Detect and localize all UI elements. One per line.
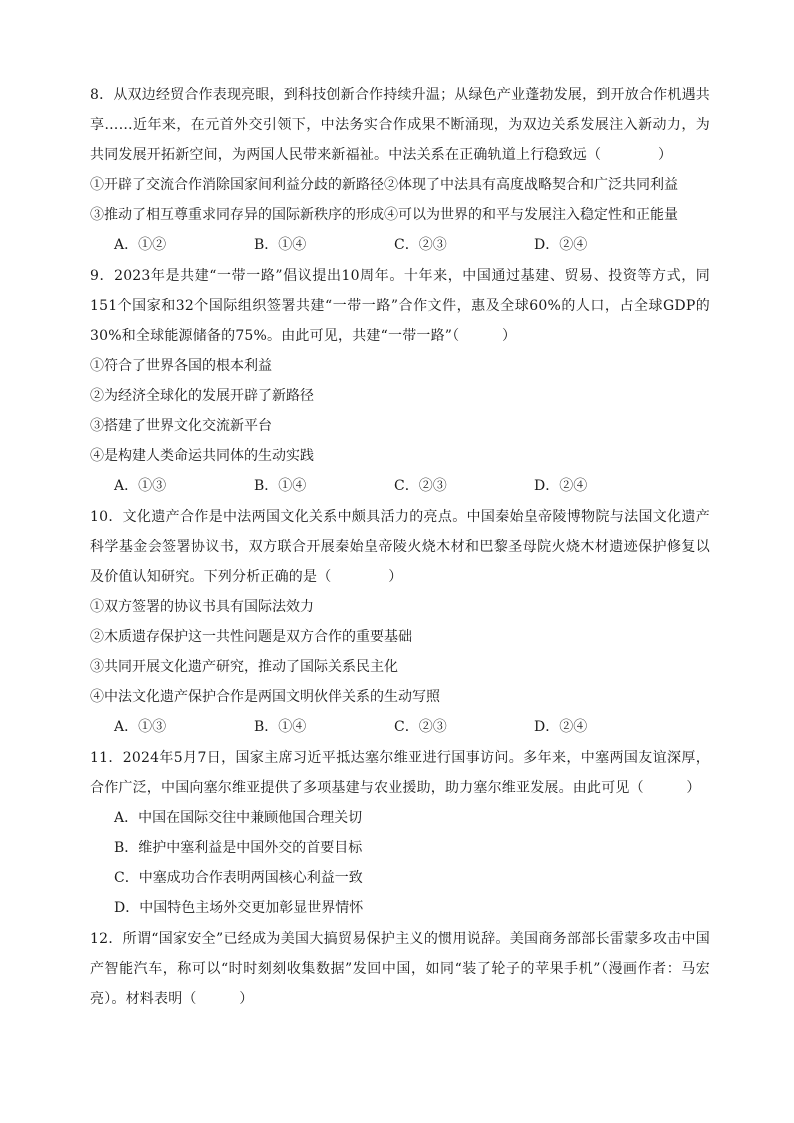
- exam-page: [90, 80, 710, 1015]
- option-d[interactable]: D．②④: [534, 237, 588, 253]
- option-c[interactable]: C．②③: [394, 237, 447, 253]
- answer-options: [90, 471, 710, 501]
- statement-line: ③推动了相互尊重求同存异的国际新秩序的形成④可以为世界的和平与发展注入稳定性和正能量: [90, 207, 678, 223]
- question-stem: 9．2023年是共建“一带一路”倡议提出10周年。十年来，中国通过基建、贸易、投资等方式，同151个国家和32个国际组织签署共建“一带一路”合作文件，惠及全球60%的人口，占全球GDP的30%和全球能源储备的75%。由此可见，共建“一带一路”（ ）: [90, 268, 710, 344]
- statement-line: ①双方签署的协议书具有国际法效力: [90, 599, 314, 615]
- statement-line: ①符合了世界各国的根本利益: [90, 358, 272, 374]
- question-10: [90, 502, 710, 742]
- answer-options: [90, 230, 710, 260]
- option-c[interactable]: C．中塞成功合作表明两国核心利益一致: [114, 870, 363, 886]
- option-b[interactable]: B．①④: [254, 719, 307, 735]
- question-stem: 11．2024年5月7日，国家主席习近平抵达塞尔维亚进行国事访问。多年来，中塞两国友谊深厚，合作广泛，中国向塞尔维亚提供了多项基建与农业援助，助力塞尔维亚发展。由此可见（ ）: [90, 750, 710, 796]
- statement-line: ④是构建人类命运共同体的生动实践: [90, 448, 314, 464]
- option-d[interactable]: D．②④: [534, 478, 588, 494]
- option-a[interactable]: A．中国在国际交往中兼顾他国合理关切: [114, 810, 363, 826]
- question-11: [90, 743, 710, 923]
- option-b[interactable]: B．维护中塞利益是中国外交的首要目标: [114, 840, 363, 856]
- statement-line: ②木质遗存保护这一共性问题是双方合作的重要基础: [90, 629, 412, 645]
- option-a[interactable]: A．①③: [114, 478, 167, 494]
- option-b[interactable]: B．①④: [254, 237, 307, 253]
- statement-line: ①开辟了交流合作消除国家间利益分歧的新路径②体现了中法具有高度战略契合和广泛共同利益: [90, 177, 678, 193]
- option-d[interactable]: D．中国特色主场外交更加彰显世界情怀: [114, 900, 364, 916]
- statement-line: ②为经济全球化的发展开辟了新路径: [90, 388, 314, 404]
- statement-line: ④中法文化遗产保护合作是两国文明伙伴关系的生动写照: [90, 689, 440, 705]
- question-stem: 8．从双边经贸合作表现亮眼，到科技创新合作持续升温；从绿色产业蓬勃发展，到开放合作机遇共享……近年来，在元首外交引领下，中法务实合作成果不断涌现，为双边关系发展注入新动力，为共同发展开拓新空间，为两国人民带来新福祉。中法关系在正确轨道上行稳致远（ ）: [90, 87, 710, 163]
- question-9: [90, 261, 710, 501]
- answer-options: [90, 712, 710, 742]
- statement-line: ③共同开展文化遗产研究，推动了国际关系民主化: [90, 659, 398, 675]
- question-12: [90, 924, 710, 1014]
- option-a[interactable]: A．①③: [114, 719, 167, 735]
- question-stem: 10．文化遗产合作是中法两国文化关系中颇具活力的亮点。中国秦始皇帝陵博物院与法国文化遗产科学基金会签署协议书，双方联合开展秦始皇帝陵火烧木材和巴黎圣母院火烧木材遗迹保护修复以及价值认知研究。下列分析正确的是（ ）: [90, 509, 710, 585]
- option-b[interactable]: B．①④: [254, 478, 307, 494]
- question-8: [90, 80, 710, 260]
- option-d[interactable]: D．②④: [534, 719, 588, 735]
- statement-line: ③搭建了世界文化交流新平台: [90, 418, 272, 434]
- option-c[interactable]: C．②③: [394, 719, 447, 735]
- option-c[interactable]: C．②③: [394, 478, 447, 494]
- option-a[interactable]: A．①②: [114, 237, 167, 253]
- question-stem: 12．所谓“国家安全”已经成为美国大搞贸易保护主义的惯用说辞。美国商务部部长雷蒙多攻击中国产智能汽车，称可以“时时刻刻收集数据”发回中国，如同“装了轮子的苹果手机”（漫画作者：马宏亮）。材料表明（ ）: [90, 931, 710, 1007]
